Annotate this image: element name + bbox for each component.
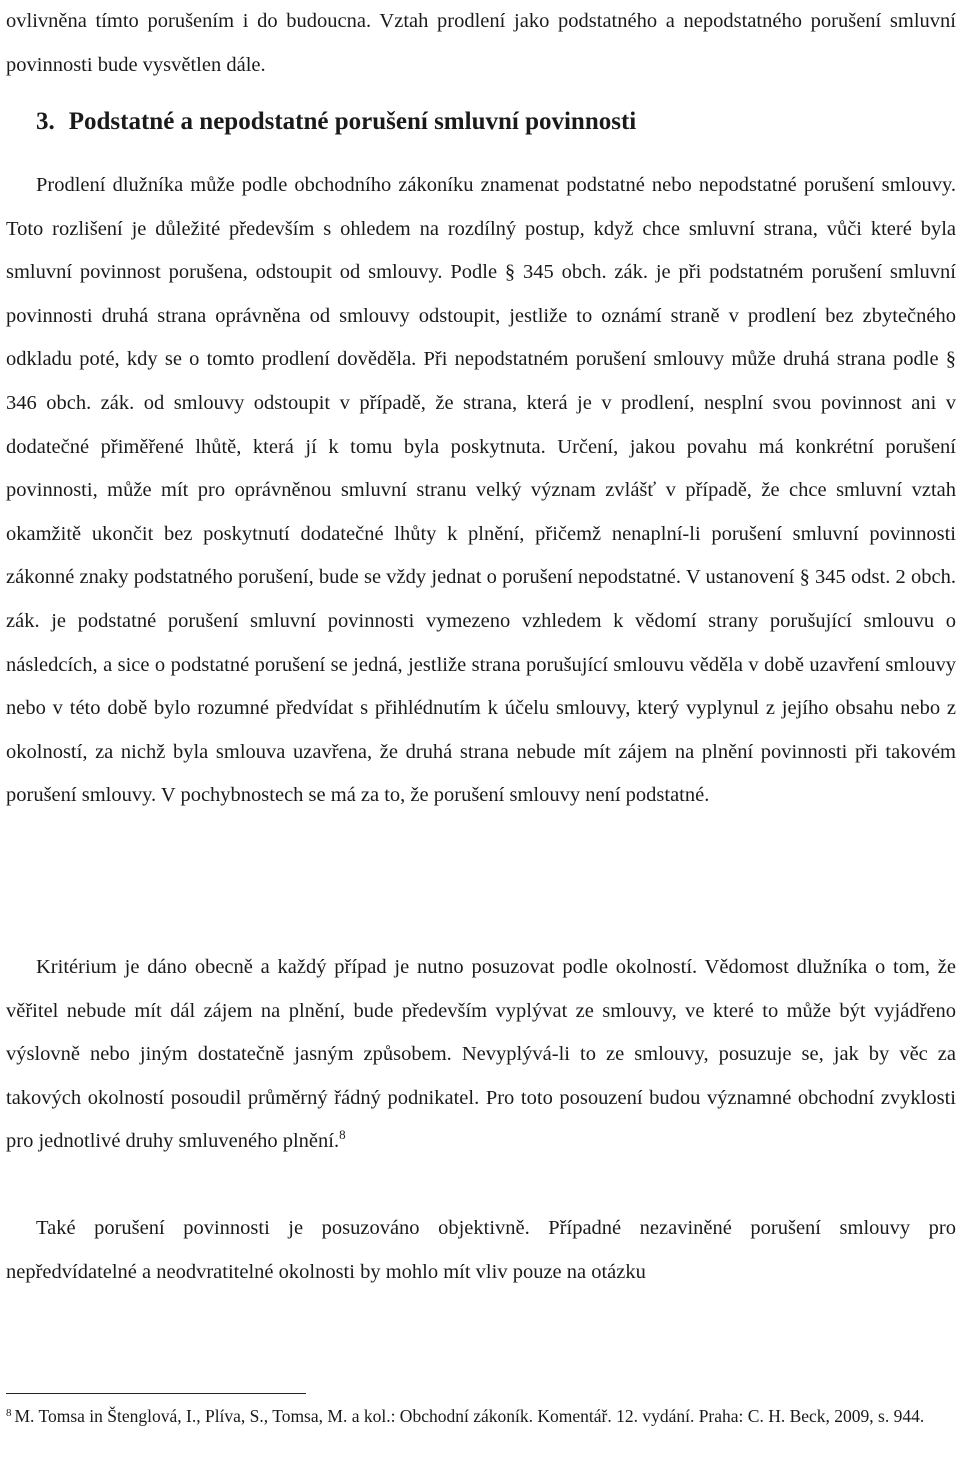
section-number: 3. [36, 108, 55, 135]
paragraph-3: Také porušení povinnosti je posuzováno objektivně. Případné nezaviněné porušení smlouvy pro nepředvídatelné a neodvratitelné okolnosti by mohlo mít vliv pouze na otázku [6, 1217, 956, 1283]
section-heading [36, 100, 636, 144]
footnote-number: 8 [6, 1407, 12, 1419]
section-title: Podstatné a nepodstatné porušení smluvní povinnosti [68, 108, 637, 135]
paragraph-2-text: Kritérium je dáno obecně a každý případ je nutno posuzovat podle okolností. Vědomost dlužníka o tom, že věřitel nebude mít dál zájem na plnění, bude především vyplývat ze smlouvy, ve které to může být vyjádřeno výslovně nebo jiným dostatečně jasným způsobem. Nevyplývá-li to ze smlouvy, posuzuje se, jak by věc za takových okolností posoudil průměrný řádný podnikatel. Pro toto posouzení budou významné obchodní zvyklosti pro jednotlivé druhy smluveného plnění. [6, 956, 956, 1153]
paragraph-1: Prodlení dlužníka může podle obchodního zákoníku znamenat podstatné nebo nepodstatné porušení smlouvy. Toto rozlišení je důležité především s ohledem na rozdílný postup, když chce smluvní strana, vůči které byla smluvní povinnost porušena, odstoupit od smlouvy. Podle § 345 obch. zák. je při podstatném porušení smluvní povinnosti druhá strana oprávněna od smlouvy odstoupit, jestliže to oznámí straně v prodlení bez zbytečného odkladu poté, kdy se o tomto prodlení dověděla. Při nepodstatném porušení smlouvy může druhá strana podle § 346 obch. zák. od smlouvy odstoupit v případě, že strana, která je v prodlení, nesplní svou povinnost ani v dodatečné přiměřené lhůtě, která jí k tomu byla poskytnuta. Určení, jakou povahu má konkrétní porušení povinnosti, může mít pro oprávněnou smluvní stranu velký význam zvlášť v případě, že chce smluvní vztah okamžitě ukončit bez poskytnutí dodatečné lhůty k plnění, přičemž nenaplní-li porušení smluvní povinnosti zákonné znaky podstatného porušení, bude se vždy jednat o porušení nepodstatné. V ustanovení § 345 odst. 2 obch. zák. je podstatné porušení smluvní povinnosti vymezeno vzhledem k vědomí strany porušující smlouvu o následcích, a sice o podstatné porušení se jedná, jestliže strana porušující smlouvu věděla v době uzavření smlouvy nebo v této době bylo rozumné předvídat s přihlédnutím k účelu smlouvy, který vyplynul z jejího obsahu nebo z okolností, za nichž byla smlouva uzavřena, že druhá strana nebude mít zájem na plnění povinnosti při takovém porušení smlouvy. V pochybnostech se má za to, že porušení smlouvy není podstatné. [6, 174, 956, 807]
footnote [6, 1404, 956, 1428]
paragraph-continuation: ovlivněna tímto porušením i do budoucna. Vztah prodlení jako podstatného a nepodstatného porušení smluvní povinnosti bude vysvětlen dále. [6, 10, 956, 76]
paragraph-2 [6, 946, 956, 1164]
footnote-reference: 8 [339, 1127, 346, 1143]
footnote-separator [6, 1393, 306, 1394]
footnote-text: M. Tomsa in Štenglová, I., Plíva, S., Tomsa, M. a kol.: Obchodní zákoník. Komentář. 12. vydání. Praha: C. H. Beck, 2009, s. 944. [14, 1406, 925, 1426]
